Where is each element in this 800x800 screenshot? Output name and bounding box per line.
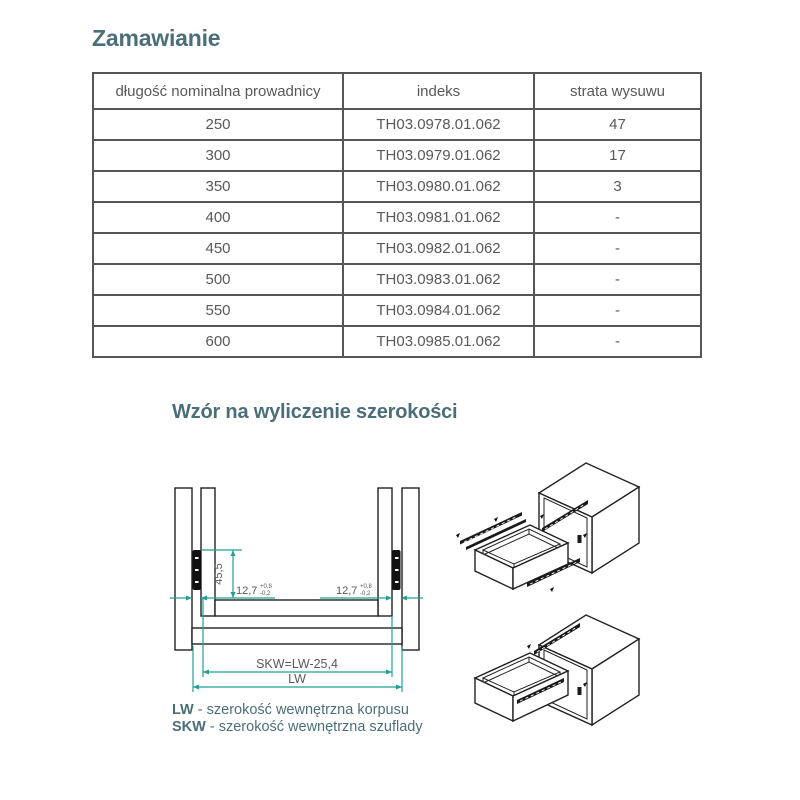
cell-loss: 47 (534, 109, 701, 140)
dimension-label-formula: SKW=LW-25,4 (256, 657, 338, 671)
header-index: indeks (343, 73, 534, 109)
dimension-label-gap-right: 12,7 (336, 585, 358, 597)
cell-index: TH03.0982.01.062 (343, 233, 534, 264)
cell-length: 450 (93, 233, 343, 264)
cell-index: TH03.0985.01.062 (343, 326, 534, 357)
table-header-row (93, 73, 701, 109)
header-length: długość nominalna prowadnicy (93, 73, 343, 109)
table-row (93, 109, 701, 140)
cell-length: 250 (93, 109, 343, 140)
table-row (93, 326, 701, 357)
section-title-ordering: Zamawianie (92, 25, 221, 51)
table-row (93, 171, 701, 202)
cell-length: 350 (93, 171, 343, 202)
cell-index: TH03.0978.01.062 (343, 109, 534, 140)
ordering-table (92, 72, 702, 358)
slide-left (193, 550, 202, 590)
cell-index: TH03.0983.01.062 (343, 264, 534, 295)
cell-length: 550 (93, 295, 343, 326)
isometric-drawings (430, 440, 690, 770)
cell-index: TH03.0984.01.062 (343, 295, 534, 326)
legend-abbr-lw: LW (172, 702, 194, 718)
isometric-bottom-assembly (475, 615, 639, 725)
section-title-width-formula: Wzór na wyliczenie szerokości (172, 401, 458, 423)
table-row (93, 295, 701, 326)
slide-right (392, 550, 401, 590)
legend-desc-skw: - szerokość wewnętrzna szuflady (209, 719, 423, 735)
cross-section-drawing (160, 470, 450, 705)
legend-item-skw (172, 719, 423, 736)
isometric-top-assembly (456, 463, 639, 592)
table-row (93, 233, 701, 264)
cell-length: 500 (93, 264, 343, 295)
tolerance-plus-left: +0,8 (260, 584, 272, 590)
table-row (93, 264, 701, 295)
cell-loss: - (534, 233, 701, 264)
cell-loss: - (534, 326, 701, 357)
legend (172, 702, 423, 736)
table-row (93, 202, 701, 233)
tolerance-minus-left: -0,2 (260, 591, 271, 597)
tolerance-minus-right: -0,2 (360, 591, 371, 597)
header-extension-loss: strata wysuwu (534, 73, 701, 109)
legend-desc-lw: - szerokość wewnętrzna korpusu (197, 702, 409, 718)
legend-abbr-skw: SKW (172, 719, 206, 735)
dimension-label-gap-left: 12,7 (236, 585, 258, 597)
cell-index: TH03.0980.01.062 (343, 171, 534, 202)
cell-loss: 3 (534, 171, 701, 202)
table-row (93, 140, 701, 171)
cell-index: TH03.0979.01.062 (343, 140, 534, 171)
legend-item-lw (172, 702, 423, 719)
cell-loss: - (534, 264, 701, 295)
dimension-label-height: 45,5 (213, 563, 225, 585)
tolerance-plus-right: +0,8 (360, 584, 372, 590)
cell-index: TH03.0981.01.062 (343, 202, 534, 233)
cell-loss: - (534, 202, 701, 233)
cell-length: 300 (93, 140, 343, 171)
cell-loss: - (534, 295, 701, 326)
cell-length: 400 (93, 202, 343, 233)
cell-loss: 17 (534, 140, 701, 171)
cell-length: 600 (93, 326, 343, 357)
dimension-label-lw: LW (288, 672, 306, 686)
